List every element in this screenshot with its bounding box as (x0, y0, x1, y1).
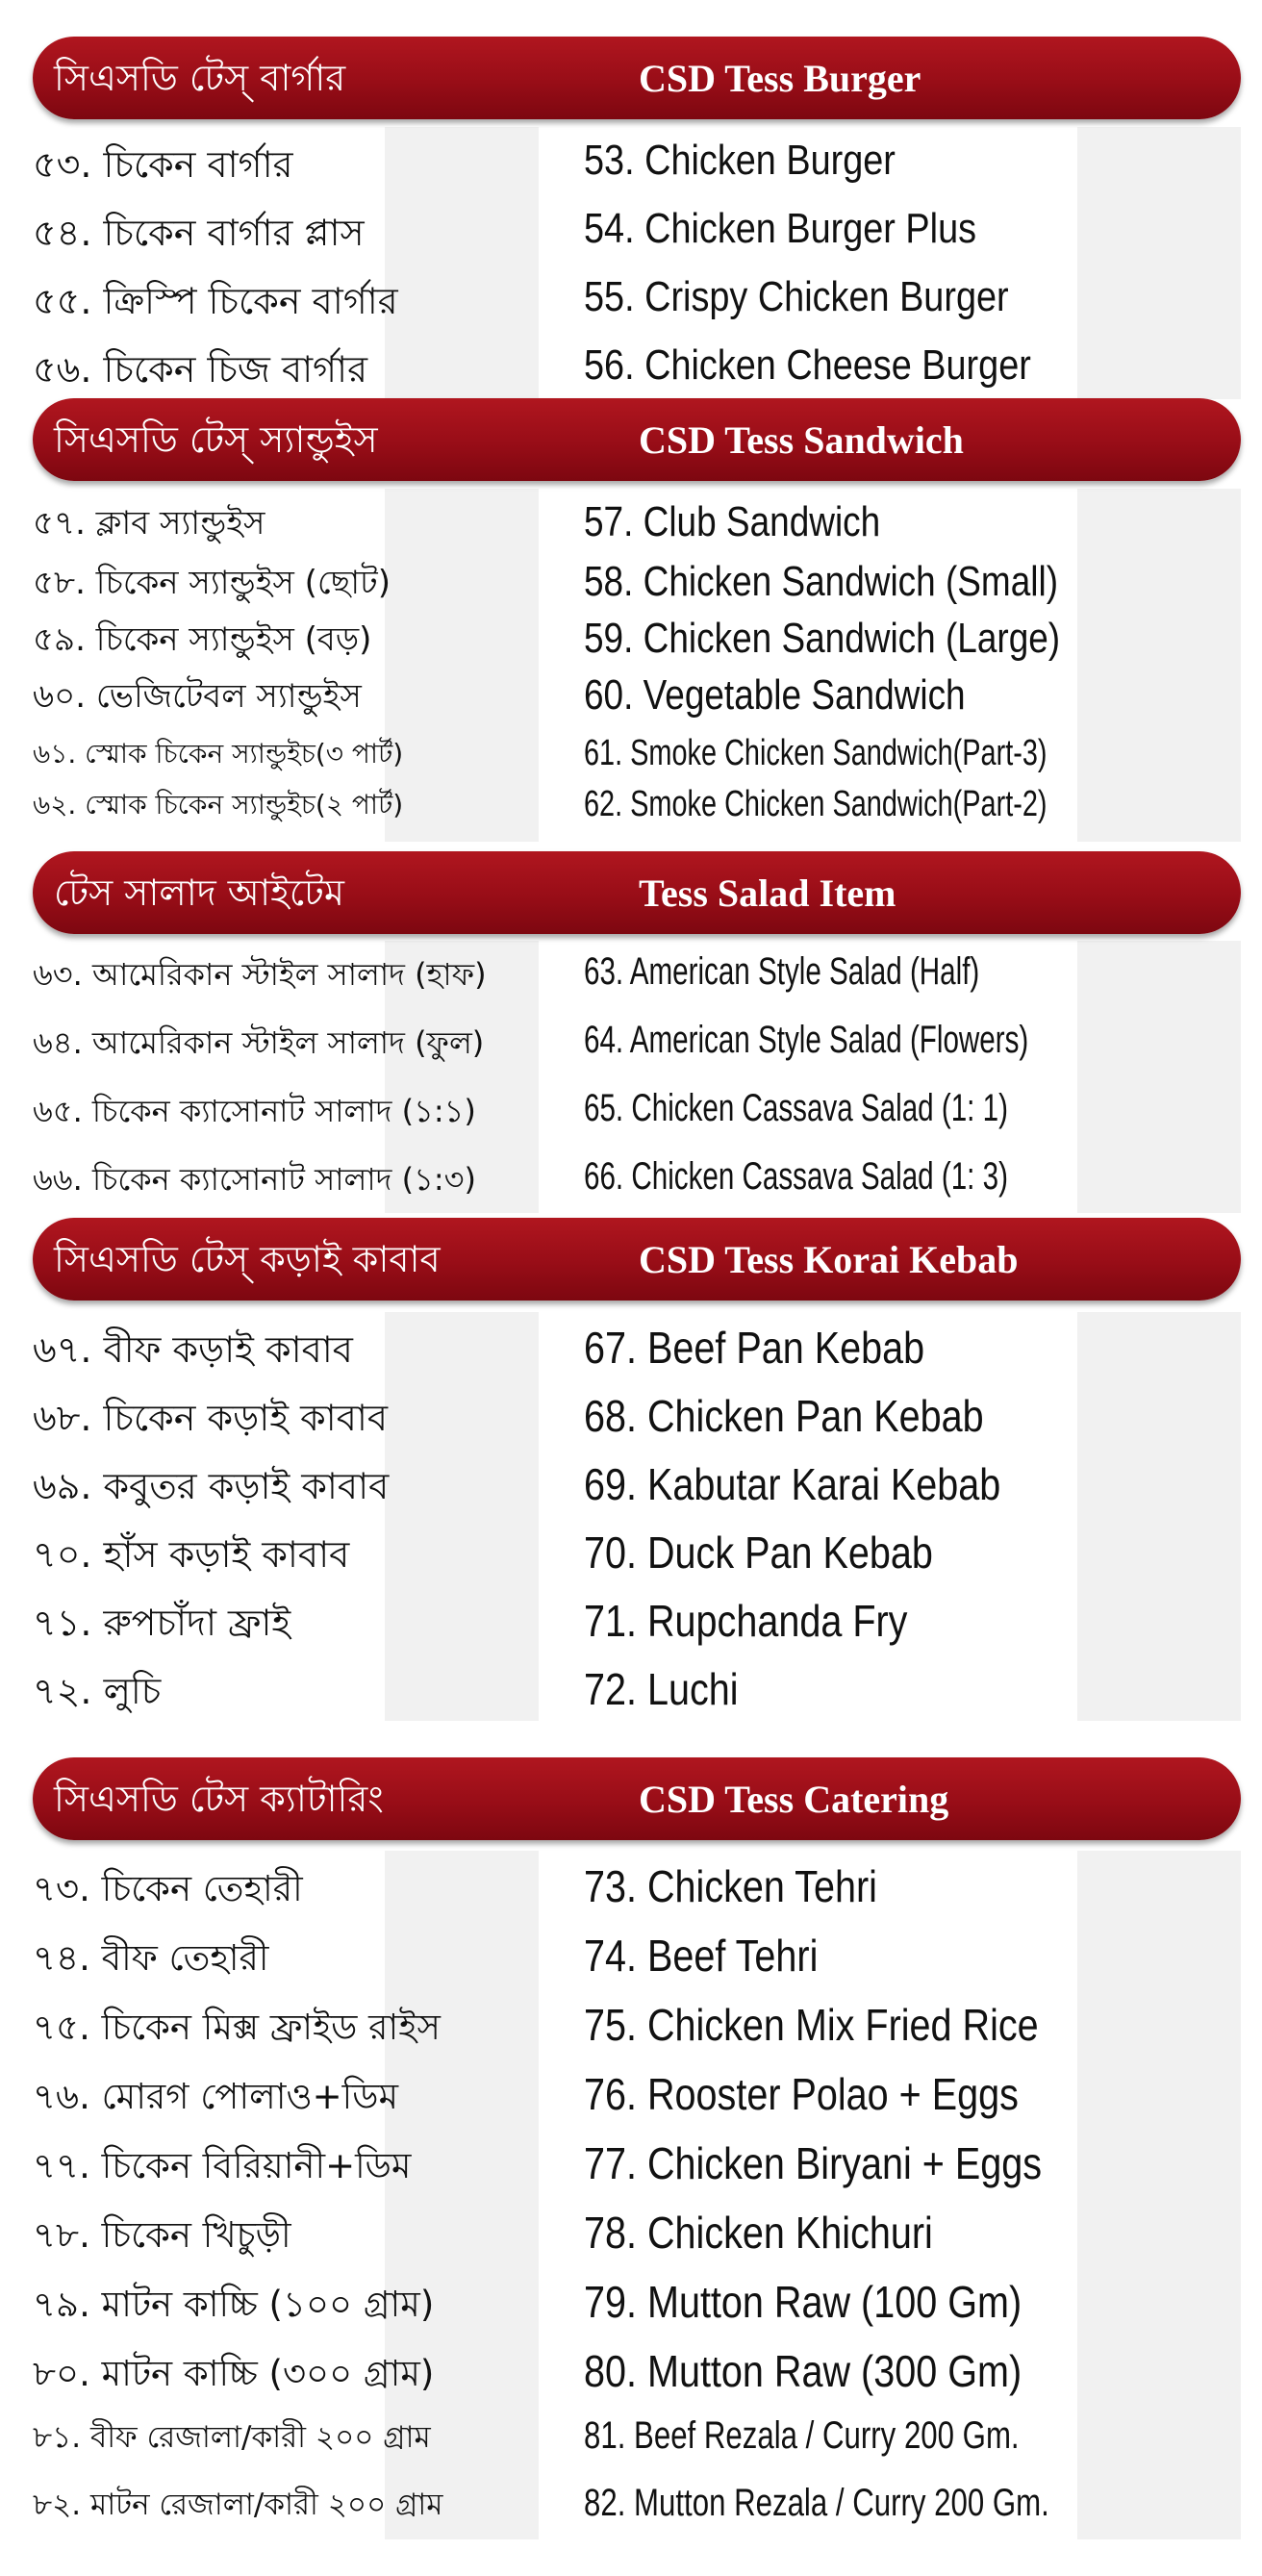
item-name-bengali: ৫৭. ক্লাব স্যান্ডুইস (33, 504, 265, 543)
item-name-english: 54. Chicken Burger Plus (584, 205, 977, 252)
item-name-bengali: ৫৩. চিকেন বার্গার (33, 143, 293, 186)
section-title-english: CSD Tess Sandwich (639, 418, 964, 462)
item-name-bengali: ৬৪. আমেরিকান স্টাইল সালাদ (ফুল) (33, 1024, 485, 1061)
section-title-english: Tess Salad Item (639, 871, 896, 915)
item-name-english: 79. Mutton Raw (100 Gm) (584, 2277, 1022, 2327)
item-name-english: 68. Chicken Pan Kebab (584, 1391, 984, 1441)
item-name-english: 82. Mutton Rezala / Curry 200 Gm. (584, 2482, 1049, 2524)
item-name-bengali: ৫৮. চিকেন স্যান্ডুইস (ছোট) (33, 564, 391, 602)
item-name-english: 63. American Style Salad (Half) (584, 950, 980, 993)
section-title-english: CSD Tess Korai Kebab (639, 1238, 1019, 1281)
column-shade-left (385, 127, 539, 399)
item-name-bengali: ৮২. মাটন রেজালা/কারী ২০০ গ্রাম (33, 2488, 443, 2522)
item-name-english: 72. Luchi (584, 1664, 739, 1714)
item-name-english: 58. Chicken Sandwich (Small) (584, 558, 1059, 605)
column-shade-right (1077, 127, 1241, 399)
item-name-bengali: ৬৬. চিকেন ক্যাসোনাট সালাদ (১:৩) (33, 1161, 476, 1198)
section-title-bengali: সিএসডি টেস্ কড়াই কাবাব (54, 1238, 441, 1280)
column-shade-left (385, 489, 539, 842)
item-name-english: 57. Club Sandwich (584, 498, 881, 545)
item-name-bengali: ৭৭. চিকেন বিরিয়ানী+ডিম (33, 2145, 412, 2186)
item-name-english: 66. Chicken Cassava Salad (1: 3) (584, 1155, 1008, 1198)
item-name-english: 77. Chicken Biryani + Eggs (584, 2138, 1043, 2188)
item-name-english: 64. American Style Salad (Flowers) (584, 1019, 1029, 1061)
column-shade-left (385, 1312, 539, 1721)
item-name-bengali: ৭৫. চিকেন মিক্স ফ্রাইড রাইস (33, 2007, 441, 2048)
item-name-bengali: ৭৮. চিকেন খিচুড়ী (33, 2214, 291, 2256)
item-name-bengali: ৭২. লুচি (33, 1670, 162, 1712)
item-name-bengali: ৭১. রুপচাঁদা ফ্রাই (33, 1602, 291, 1644)
item-name-english: 69. Kabutar Karai Kebab (584, 1459, 1001, 1509)
section-title-english: CSD Tess Burger (639, 57, 921, 100)
item-name-english: 60. Vegetable Sandwich (584, 671, 966, 719)
item-name-english: 78. Chicken Khichuri (584, 2208, 933, 2258)
item-name-bengali: ৭৬. মোরগ পোলাও+ডিম (33, 2076, 399, 2117)
item-name-english: 80. Mutton Raw (300 Gm) (584, 2346, 1022, 2396)
section-title-bengali: সিএসডি টেস ক্যাটারিং (54, 1778, 384, 1820)
item-name-bengali: ৭৩. চিকেন তেহারী (33, 1868, 303, 1909)
section-title-bengali: টেস সালাদ আইটেম (54, 871, 344, 914)
section-banner (33, 398, 1241, 481)
item-name-bengali: ৫৫. ক্রিস্পি চিকেন বার্গার (33, 280, 398, 322)
item-name-bengali: ৫৪. চিকেন বার্গার প্লাস (33, 212, 365, 254)
item-name-english: 76. Rooster Polao + Eggs (584, 2069, 1019, 2119)
item-name-english: 61. Smoke Chicken Sandwich(Part-3) (584, 733, 1047, 773)
item-name-bengali: ৬০. ভেজিটেবল স্যান্ডুইস (33, 677, 362, 716)
item-name-bengali: ৭৪. বীফ তেহারী (33, 1937, 269, 1979)
item-name-bengali: ৭০. হাঁস কড়াই কাবাব (33, 1533, 350, 1576)
column-shade-right (1077, 1312, 1241, 1721)
section-banner (33, 1218, 1241, 1301)
item-name-english: 53. Chicken Burger (584, 137, 896, 184)
item-name-english: 67. Beef Pan Kebab (584, 1323, 925, 1373)
item-name-bengali: ৬২. স্মোক চিকেন স্যান্ডুইচ(২ পার্ট) (33, 789, 404, 821)
section-title-bengali: সিএসডি টেস্ বার্গার (54, 57, 346, 99)
section-banner (33, 851, 1241, 934)
column-shade-right (1077, 941, 1241, 1213)
item-name-bengali: ৬৫. চিকেন ক্যাসোনাট সালাদ (১:১) (33, 1093, 476, 1129)
section-title-bengali: সিএসডি টেস্ স্যান্ডুইস (54, 418, 378, 461)
item-name-english: 65. Chicken Cassava Salad (1: 1) (584, 1087, 1008, 1129)
item-name-english: 56. Chicken Cheese Burger (584, 341, 1031, 389)
item-name-bengali: ৬৭. বীফ কড়াই কাবাব (33, 1328, 353, 1371)
column-shade-right (1077, 1851, 1241, 2539)
item-name-english: 62. Smoke Chicken Sandwich(Part-2) (584, 784, 1047, 824)
item-name-english: 71. Rupchanda Fry (584, 1596, 908, 1646)
item-name-bengali: ৬১. স্মোক চিকেন স্যান্ডুইচ(৩ পার্ট) (33, 738, 404, 770)
item-name-english: 55. Crispy Chicken Burger (584, 273, 1009, 320)
item-name-english: 59. Chicken Sandwich (Large) (584, 615, 1061, 662)
item-name-bengali: ৬৮. চিকেন কড়াই কাবাব (33, 1397, 389, 1439)
item-name-bengali: ৬৯. কবুতর কড়াই কাবাব (33, 1465, 390, 1507)
item-name-english: 73. Chicken Tehri (584, 1861, 877, 1911)
section-banner (33, 1757, 1241, 1840)
item-name-english: 75. Chicken Mix Fried Rice (584, 2000, 1039, 2050)
section-banner (33, 37, 1241, 119)
item-name-bengali: ৮১. বীফ রেজালা/কারী ২০০ গ্রাম (33, 2420, 431, 2455)
item-name-english: 70. Duck Pan Kebab (584, 1528, 933, 1578)
item-name-bengali: ৭৯. মাটন কাচ্চি (১০০ গ্রাম) (33, 2284, 435, 2325)
section-title-english: CSD Tess Catering (639, 1778, 949, 1821)
item-name-bengali: ৬৩. আমেরিকান স্টাইল সালাদ (হাফ) (33, 956, 487, 993)
item-name-english: 81. Beef Rezala / Curry 200 Gm. (584, 2414, 1020, 2457)
column-shade-right (1077, 489, 1241, 842)
item-name-english: 74. Beef Tehri (584, 1931, 819, 1981)
item-name-bengali: ৫৬. চিকেন চিজ বার্গার (33, 348, 367, 391)
item-name-bengali: ৫৯. চিকেন স্যান্ডুইস (বড়) (33, 620, 372, 659)
item-name-bengali: ৮০. মাটন কাচ্চি (৩০০ গ্রাম) (33, 2353, 435, 2394)
